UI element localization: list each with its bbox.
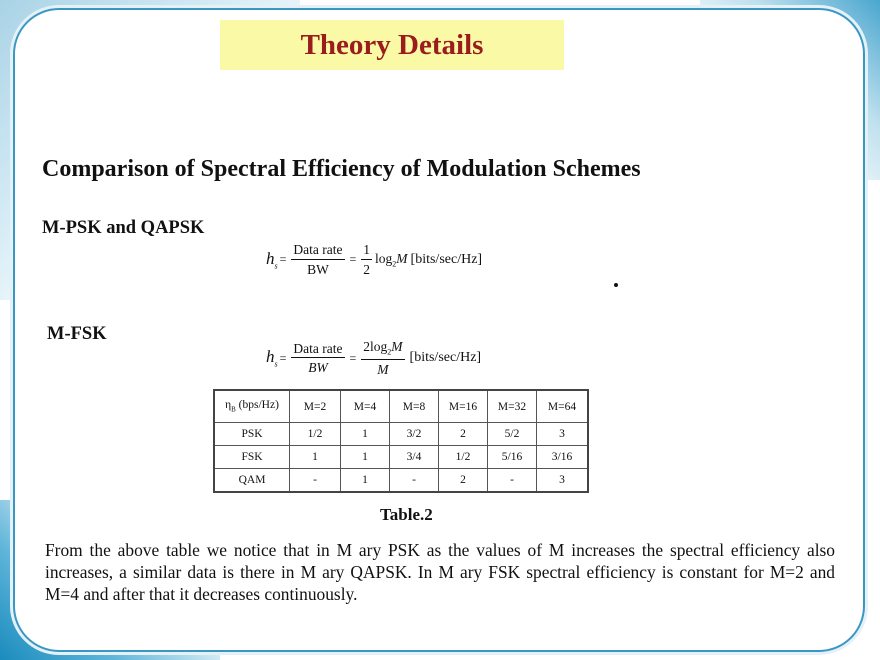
table-row: [214, 423, 588, 446]
table-cell: 5/2: [488, 423, 537, 446]
table-cell: 2: [439, 423, 488, 446]
table-header-cell: $\eta_B$ (bps/Hz): [214, 390, 290, 423]
table-cell: 5/16: [488, 446, 537, 469]
table-caption: Table.2: [380, 505, 433, 524]
table-header-cell: M=32: [488, 390, 537, 423]
title-banner: [220, 20, 564, 70]
formula-psk-fraction: $\frac{\text{Data rate}}{BW}$: [293, 242, 343, 277]
mpsk-label: M-PSK and QAPSK: [42, 218, 205, 238]
table-cell: 3/2: [390, 423, 439, 446]
formula-fsk-unit: [bits/sec/Hz]: [409, 350, 482, 366]
section-heading: Comparison of Spectral Efficiency of Modulation Schemes: [42, 156, 641, 182]
table-cell: -: [390, 469, 439, 493]
table-cell: 1/2: [290, 423, 341, 446]
mfsk-label: M-FSK: [47, 324, 107, 344]
spectral-efficiency-table: [213, 389, 589, 493]
formula-psk: [266, 243, 482, 276]
table-row: [214, 446, 588, 469]
explanation-paragraph: From the above table we notice that in M ary PSK as the values of M increases the spectral efficiency also increases, a similar data is there in M ary QAPSK. In M ary FSK spectral efficiency is constant for M=2 and M=4 and after that it decreases continuously.: [45, 540, 835, 604]
table-cell: FSK: [214, 446, 290, 469]
table-row: [214, 469, 588, 493]
table-cell: -: [290, 469, 341, 493]
table-cell: PSK: [214, 423, 290, 446]
table-cell: -: [488, 469, 537, 493]
table-header-cell: M=2: [290, 390, 341, 423]
table-header-cell: M=4: [341, 390, 390, 423]
table-cell: 1: [341, 446, 390, 469]
formula-fsk-eq1: =: [279, 350, 287, 365]
table-cell: 3/16: [537, 446, 589, 469]
formula-fsk-eq2: =: [349, 350, 357, 365]
formula-psk-eq1: =: [279, 252, 287, 266]
table-header-cell: M=64: [537, 390, 589, 423]
table-cell: 2: [439, 469, 488, 493]
table-cell: 1: [341, 423, 390, 446]
table-header-cell: M=16: [439, 390, 488, 423]
table-cell: 3: [537, 423, 589, 446]
formula-fsk-lhs: $h_s$: [266, 347, 278, 369]
formula-psk-log: $\log_2M$: [375, 250, 408, 269]
table-cell: 1: [290, 446, 341, 469]
formula-psk-lhs: $h_s$: [266, 248, 278, 271]
formula-psk-unit: [bits/sec/Hz]: [410, 251, 483, 267]
table-cell: 3: [537, 469, 589, 493]
formula-psk-coefficient: $\frac{1}{2}$: [363, 242, 371, 277]
formula-fsk: [266, 340, 481, 376]
stray-dot: [614, 283, 618, 287]
table-cell: 1: [341, 469, 390, 493]
formula-fsk-fraction: $\frac{\text{Data rate}}{BW}$: [293, 340, 343, 376]
table-header-row: [214, 390, 588, 423]
table-header-cell: M=8: [390, 390, 439, 423]
formula-fsk-log-fraction: $\frac{2\log_2M}{M}$: [363, 339, 403, 377]
table-cell: 1/2: [439, 446, 488, 469]
formula-psk-eq2: =: [349, 252, 357, 266]
table-cell: 3/4: [390, 446, 439, 469]
slide-title: Theory Details: [300, 28, 484, 61]
table-cell: QAM: [214, 469, 290, 493]
